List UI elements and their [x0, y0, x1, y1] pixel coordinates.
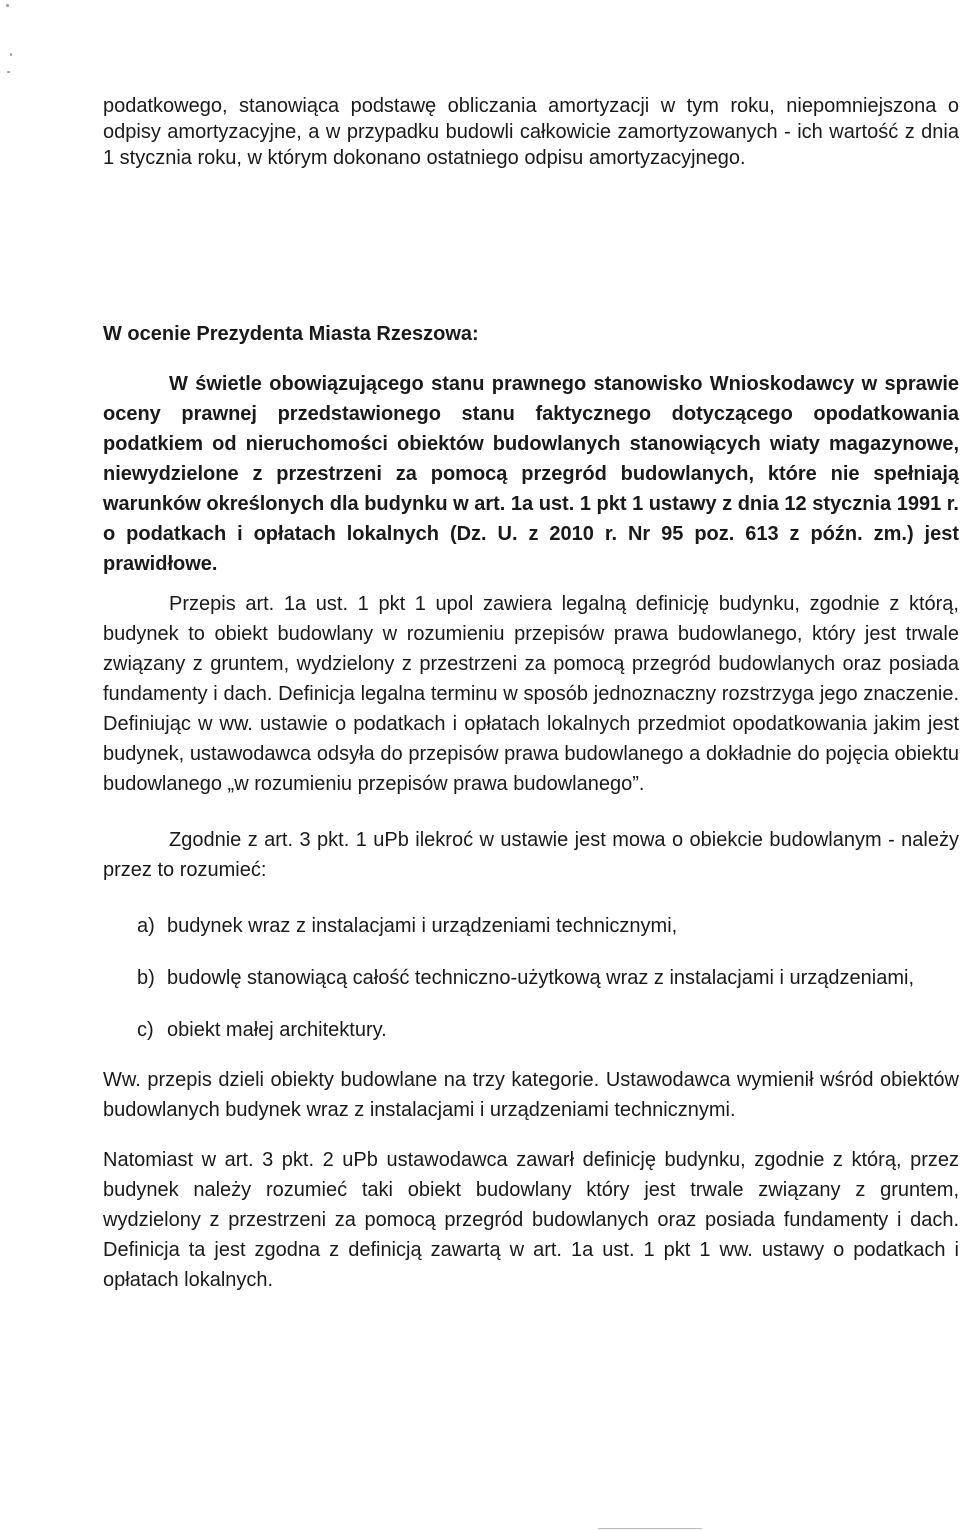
list-marker: c)	[137, 1019, 154, 1041]
scan-speck	[10, 53, 12, 56]
section-heading: W ocenie Prezydenta Miasta Rzeszowa:	[103, 323, 479, 345]
definition-list	[103, 911, 959, 1045]
scan-speck	[7, 71, 10, 73]
intro-paragraph: podatkowego, stanowiąca podstawę obliczania amortyzacji w tym roku, niepomniejszona o odpisy amortyzacyjne, a w przypadku budowli całkowicie zamortyzowanych - ich wartość z dnia 1 stycznia roku, w którym dokonano ostatniego odpisu amortyzacyjnego.	[103, 95, 959, 169]
paragraph-definition: Przepis art. 1a ust. 1 pkt 1 upol zawiera legalną definicję budynku, zgodnie z którą, budynek to obiekt budowlany w rozumieniu przepisów prawa budowlanego, który jest trwale związany z gruntem, wydzielony z przestrzeni za pomocą przegród budowlanych oraz posiada fundamenty i dach. Definicja legalna terminu w sposób jednoznaczny rozstrzyga jego znaczenie. Definiując w ww. ustawie o podatkach i opłatach lokalnych przedmiot opodatkowania jakim jest budynek, ustawodawca odsyła do przepisów prawa budowlanego a dokładnie do pojęcia obiektu budowlanego „w rozumieniu przepisów prawa budowlanego”.	[103, 593, 959, 795]
list-item	[137, 1015, 959, 1045]
assessment-paragraph: W świetle obowiązującego stanu prawnego stanowisko Wnioskodawcy w sprawie oceny prawnej przedstawionego stanu faktycznego dotyczącego opodatkowania podatkiem od nieruchomości obiektów budowlanych stanowiących wiaty magazynowe, niewydzielone z przestrzeni za pomocą przegród budowlanych, które nie spełniają warunków określonych dla budynku w art. 1a ust. 1 pkt 1 ustawy z dnia 12 stycznia 1991 r. o podatkach i opłatach lokalnych (Dz. U. z 2010 r. Nr 95 poz. 613 z późn. zm.) jest prawidłowe.	[103, 373, 959, 575]
list-item	[137, 911, 959, 941]
document-page	[103, 93, 959, 1295]
paragraph-categories: Ww. przepis dzieli obiekty budowlane na trzy kategorie. Ustawodawca wymienił wśród obiektów budowlanych budynek wraz z instalacjami i urządzeniami technicznymi.	[103, 1069, 959, 1121]
list-marker: a)	[137, 915, 155, 937]
list-item	[137, 963, 959, 993]
paragraph-building-definition: Natomiast w art. 3 pkt. 2 uPb ustawodawca zawarł definicję budynku, zgodnie z którą, przez budynek należy rozumieć taki obiekt budowlany który jest trwale związany z gruntem, wydzielony z przestrzeni za pomocą przegród budowlanych oraz posiada fundamenty i dach. Definicja ta jest zgodna z definicją zawartą w art. 1a ust. 1 pkt 1 ww. ustawy o podatkach i opłatach lokalnych.	[103, 1149, 959, 1291]
list-item-text: obiekt małej architektury.	[167, 1019, 387, 1041]
scan-speck	[6, 4, 9, 7]
list-item-text: budowlę stanowiącą całość techniczno-użytkową wraz z instalacjami i urządzeniami,	[167, 967, 915, 989]
list-item-text: budynek wraz z instalacjami i urządzeniami technicznymi,	[167, 915, 678, 937]
list-marker: b)	[137, 967, 155, 989]
footer-rule	[598, 1528, 702, 1529]
paragraph-art3: Zgodnie z art. 3 pkt. 1 uPb ilekroć w ustawie jest mowa o obiekcie budowlanym - należy przez to rozumieć:	[103, 829, 959, 881]
